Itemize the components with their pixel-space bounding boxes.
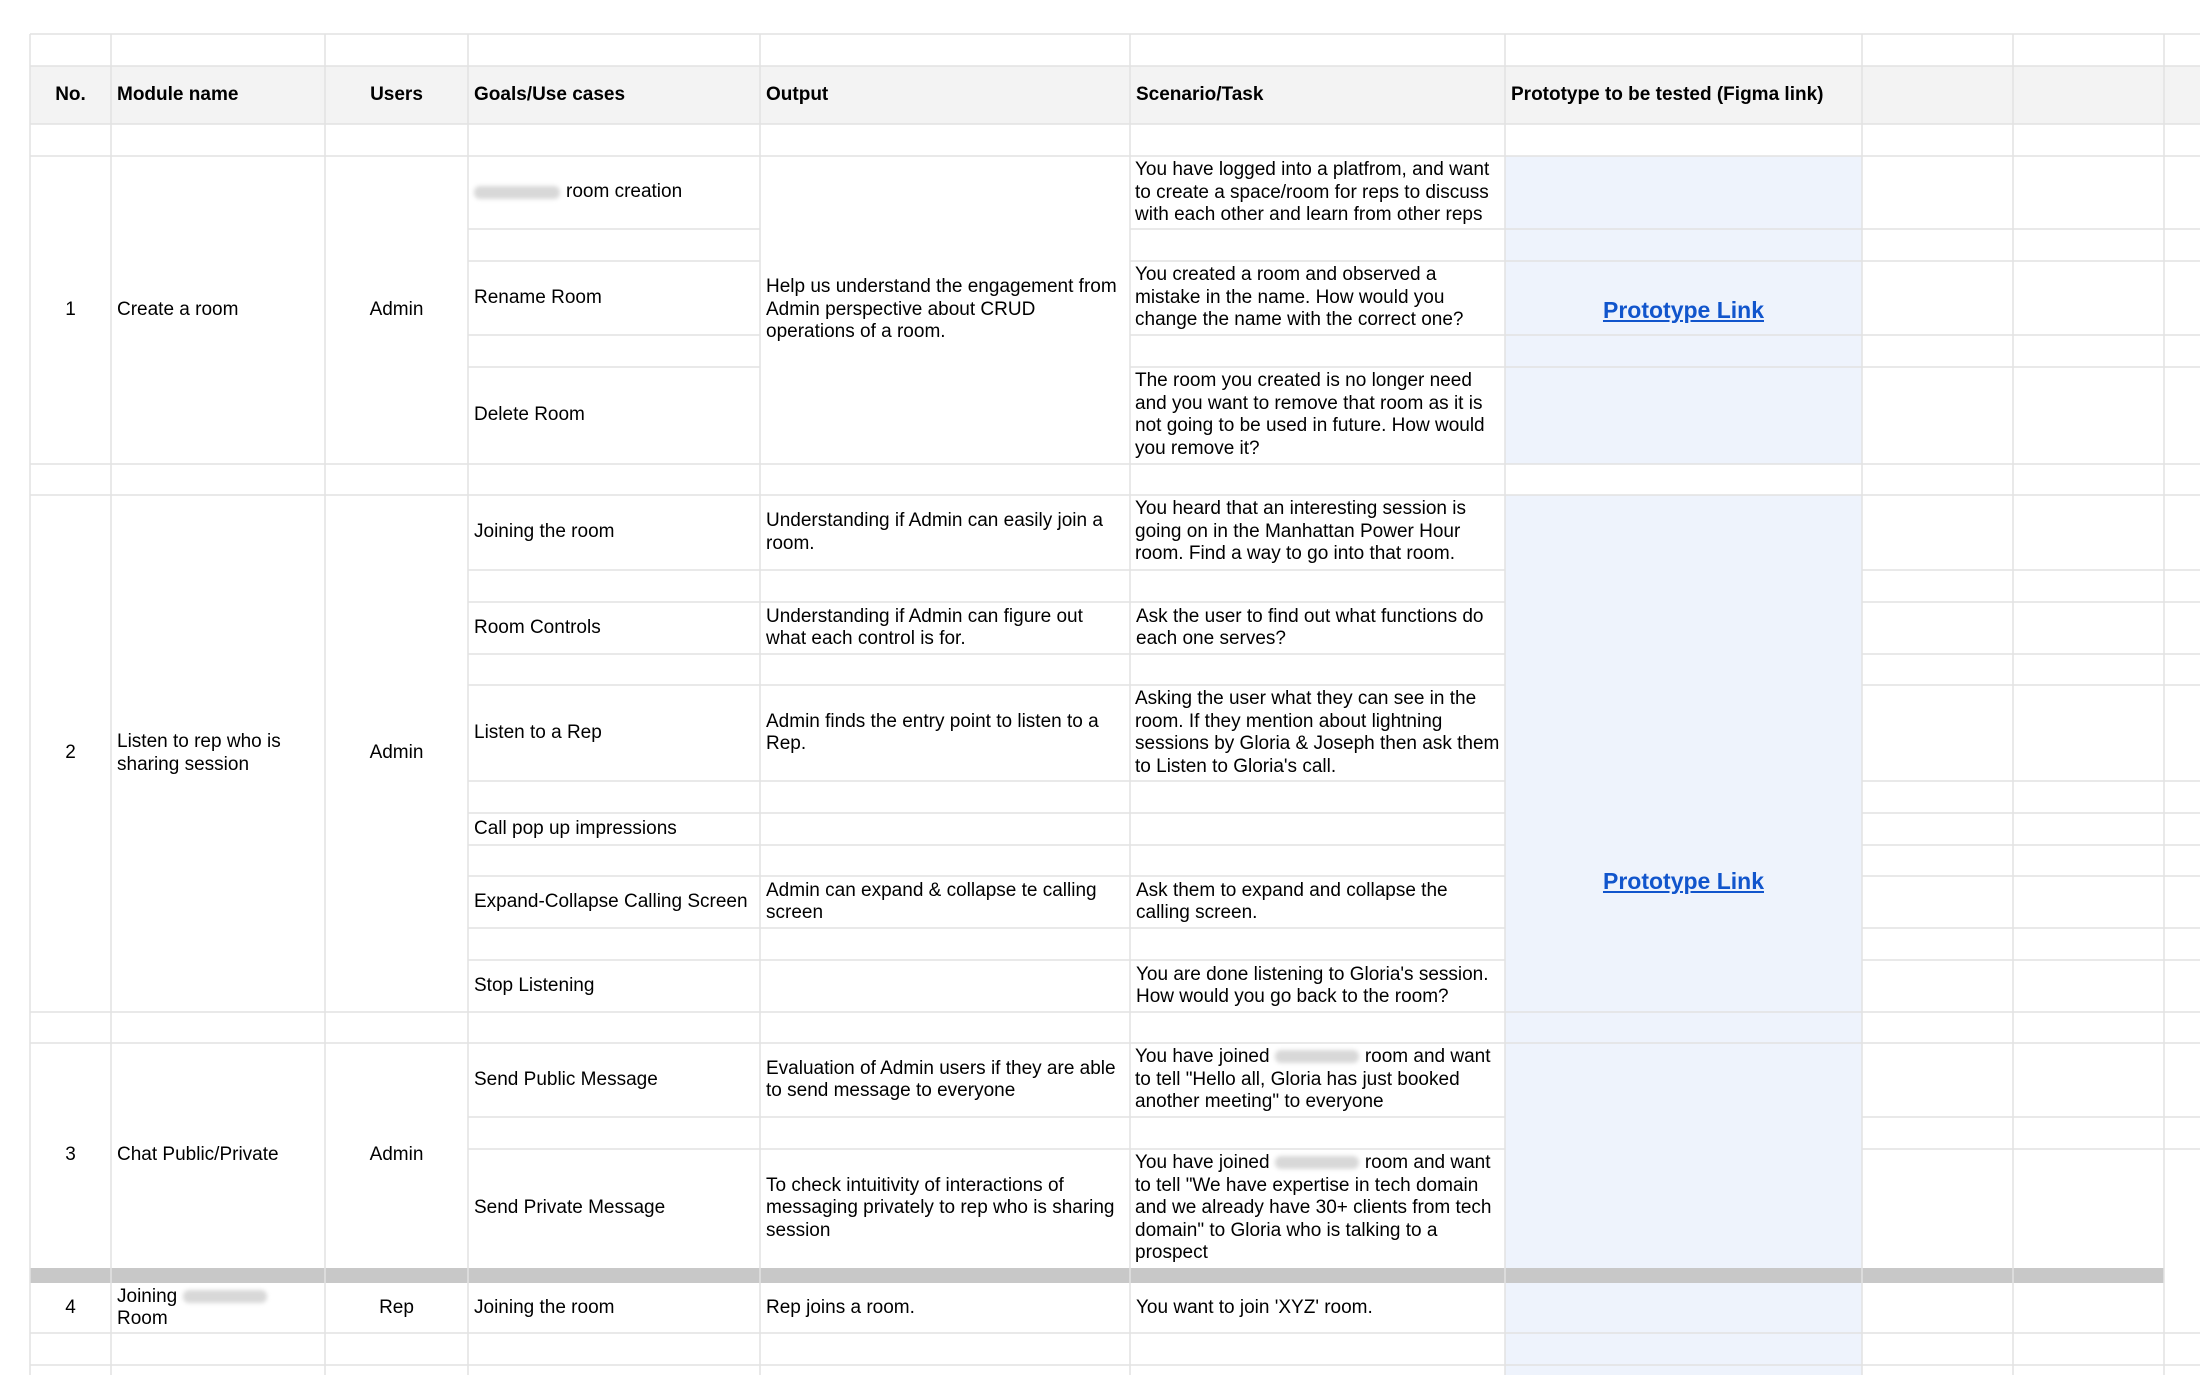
scenario-cell: You have joined room and want to tell "Hello all, Gloria has just booked another meeting" to everyone xyxy=(1135,1046,1491,1112)
prototype-link[interactable]: Prototype Link xyxy=(1602,296,1764,323)
scenario-cell: You heard that an interesting session is going on in the Manhattan Power Hour room. Find a way to go into that room. xyxy=(1135,498,1466,564)
header-output: Output xyxy=(766,83,829,105)
goal-send-public: Send Public Message xyxy=(474,1068,658,1090)
goal-expand-collapse: Expand-Collapse Calling Screen xyxy=(474,890,748,912)
redacted-text xyxy=(183,1290,267,1303)
module-2-users: Admin xyxy=(369,742,424,764)
prototype-link[interactable]: Prototype Link xyxy=(1602,868,1764,895)
scenario-cell: Ask them to expand and collapse the calling screen. xyxy=(1136,879,1448,923)
header-module-name: Module name xyxy=(117,83,239,105)
header-prototype: Prototype to be tested (Figma link) xyxy=(1511,83,1824,105)
scenario-cell: The room you created is no longer need and you want to remove that room as it is not going to be used in future. How would you remove it? xyxy=(1135,370,1485,459)
goal-delete-room: Delete Room xyxy=(474,404,585,426)
goal-rename-room: Rename Room xyxy=(474,286,602,308)
module-1-users: Admin xyxy=(369,298,424,320)
module-2-prototype-cell xyxy=(1505,495,1862,1268)
scenario-cell: Asking the user what they can see in the room. If they mention about lightning sessions by Gloria & Joseph then ask them to Listen to Gloria's call. xyxy=(1135,688,1500,777)
output-cell: Rep joins a room. xyxy=(766,1296,915,1318)
scenario-cell: You have logged into a platfrom, and want to create a space/room for reps to discuss with each other and learn from other reps xyxy=(1135,159,1490,225)
goal-stop-listening: Stop Listening xyxy=(474,974,595,996)
module-4-name: Joining Room xyxy=(111,1283,325,1333)
header-scenario: Scenario/Task xyxy=(1136,83,1264,105)
header-no: No. xyxy=(55,83,86,105)
module-1-name: Create a room xyxy=(117,298,239,320)
output-cell: Evaluation of Admin users if they are able to send message to everyone xyxy=(766,1057,1116,1101)
goal-joining-room: Joining the room xyxy=(474,1296,615,1318)
redacted-text xyxy=(1275,1156,1359,1169)
output-cell: To check intuitivity of interactions of messaging privately to rep who is sharing session xyxy=(766,1174,1115,1241)
output-cell: Understanding if Admin can easily join a room. xyxy=(766,510,1103,554)
header-users: Users xyxy=(370,83,423,105)
scenario-cell: You are done listening to Gloria's session. How would you go back to the room? xyxy=(1136,963,1489,1007)
scenario-cell: You have joined room and want to tell "We have expertise in tech domain and we already have 30+ clients from tech domain" to Gloria who is talking to a prospect xyxy=(1135,1152,1492,1263)
module-3-no: 3 xyxy=(65,1144,76,1166)
output-cell: Admin finds the entry point to listen to a Rep. xyxy=(766,710,1099,754)
output-cell: Admin can expand & collapse te calling screen xyxy=(766,879,1097,923)
goal-room-creation: room creation xyxy=(468,156,760,229)
scenario-cell: You want to join 'XYZ' room. xyxy=(1136,1296,1373,1318)
goal-joining-room: Joining the room xyxy=(474,521,615,543)
module-4-no: 4 xyxy=(65,1296,76,1318)
module-3-users: Admin xyxy=(369,1144,424,1166)
goal-send-private: Send Private Message xyxy=(474,1197,666,1219)
goal-room-controls: Room Controls xyxy=(474,616,601,638)
module-4-users: Rep xyxy=(379,1296,414,1318)
output-cell: Understanding if Admin can figure out what each control is for. xyxy=(766,605,1083,649)
scenario-cell: Ask the user to find out what functions do each one serves? xyxy=(1136,605,1484,649)
header-goals: Goals/Use cases xyxy=(474,83,626,105)
redacted-text xyxy=(474,186,560,199)
module-1-prototype-cell xyxy=(1505,156,1862,464)
goal-listen-rep: Listen to a Rep xyxy=(474,721,602,743)
goal-call-popup: Call pop up impressions xyxy=(474,817,677,839)
scenario-cell: You created a room and observed a mistake in the name. How would you change the name with the correct one? xyxy=(1135,264,1464,330)
module-3-name: Chat Public/Private xyxy=(117,1144,279,1166)
module-2-name: Listen to rep who is sharing session xyxy=(117,731,281,775)
module-1-output: Help us understand the engagement from Admin perspective about CRUD operations of a room. xyxy=(766,276,1117,343)
module-1-no: 1 xyxy=(65,298,76,320)
redacted-text xyxy=(1275,1050,1359,1063)
module-2-no: 2 xyxy=(65,742,76,764)
